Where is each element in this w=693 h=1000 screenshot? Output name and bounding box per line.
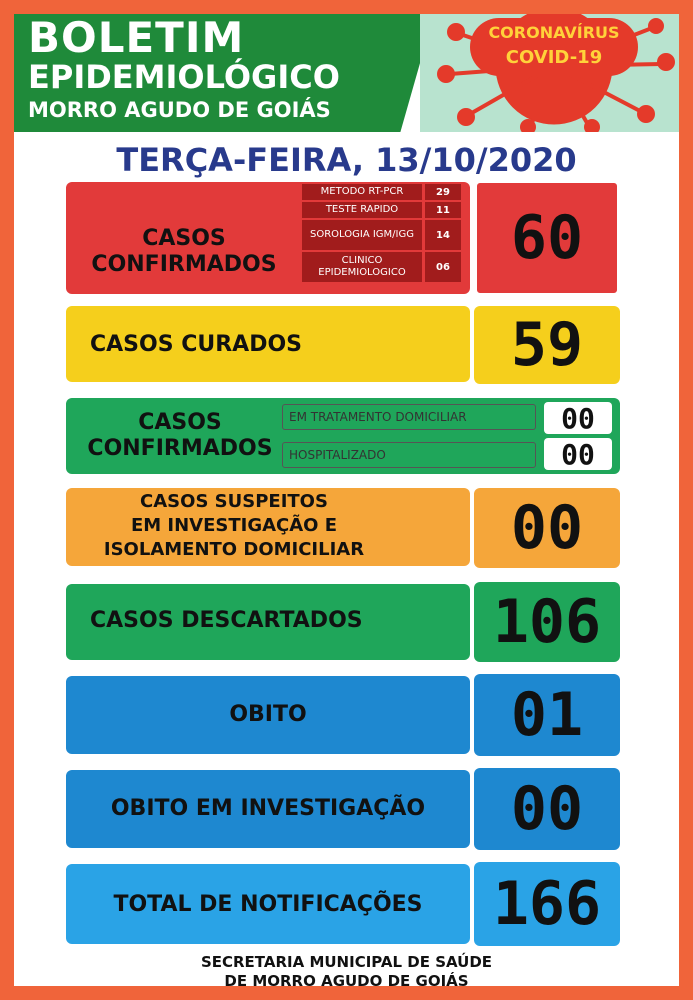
home-treatment-value: 00 (544, 402, 612, 434)
method-value: 11 (425, 202, 461, 218)
deaths-investigation-label: OBITO EM INVESTIGAÇÃO (110, 796, 426, 821)
active-label-line2: CONFIRMADOS (87, 436, 273, 461)
notifications-label: TOTAL DE NOTIFICAÇÕES (113, 892, 423, 917)
method-value: 06 (425, 252, 461, 282)
confirmed-total: 60 (474, 180, 620, 296)
method-row (302, 252, 462, 282)
municipality-name: MORRO AGUDO DE GOIÁS (28, 98, 331, 122)
cured-label: CASOS CURADOS (90, 332, 303, 357)
footer-line2: DE MORRO AGUDO DE GOIÁS (224, 972, 469, 990)
method-name: CLINICO EPIDEMIOLOGICO (302, 252, 422, 282)
method-name: TESTE RAPIDO (302, 202, 422, 218)
suspect-label (84, 490, 384, 562)
confirmed-methods-table (302, 184, 462, 284)
discarded-label: CASOS DESCARTADOS (90, 608, 363, 633)
suspect-label-line2: EM INVESTIGAÇÃO E (130, 515, 338, 536)
discarded-value: 106 (474, 582, 620, 662)
footer-line1: SECRETARIA MUNICIPAL DE SAÚDE (200, 953, 493, 971)
confirmed-label-line2: CONFIRMADOS (91, 252, 277, 277)
confirmed-label-line1: CASOS (142, 226, 226, 251)
bulletin-title: BOLETIM (28, 13, 245, 62)
deaths-label: OBITO (229, 702, 307, 727)
suspect-label-line3: ISOLAMENTO DOMICILIAR (103, 539, 365, 560)
active-label-line1: CASOS (138, 410, 222, 435)
bulletin-subtitle: EPIDEMIOLÓGICO (28, 58, 340, 96)
method-value: 29 (425, 184, 461, 200)
active-label (80, 410, 280, 462)
hospitalized-value: 00 (544, 438, 612, 470)
hospitalized-label: HOSPITALIZADO (282, 442, 536, 468)
report-date: TERÇA-FEIRA, 13/10/2020 (116, 141, 577, 179)
notifications-value: 166 (474, 862, 620, 946)
home-treatment-label: EM TRATAMENTO DOMICILIAR (282, 404, 536, 430)
method-name: METODO RT-PCR (302, 184, 422, 200)
cured-value: 59 (474, 306, 620, 384)
method-row (302, 220, 462, 250)
suspect-label-line1: CASOS SUSPEITOS (140, 491, 328, 512)
footer (0, 953, 693, 991)
method-value: 14 (425, 220, 461, 250)
deaths-value: 01 (474, 674, 620, 756)
method-row (302, 202, 462, 218)
badge-line2: COVID-19 (505, 47, 603, 68)
confirmed-label (84, 226, 284, 278)
badge-line1: CORONAVÍRUS (488, 23, 620, 42)
method-row (302, 184, 462, 200)
covid-badge (470, 18, 638, 76)
suspect-value: 00 (474, 488, 620, 568)
method-name: SOROLOGIA IGM/IGG (302, 220, 422, 250)
deaths-investigation-value: 00 (474, 768, 620, 850)
